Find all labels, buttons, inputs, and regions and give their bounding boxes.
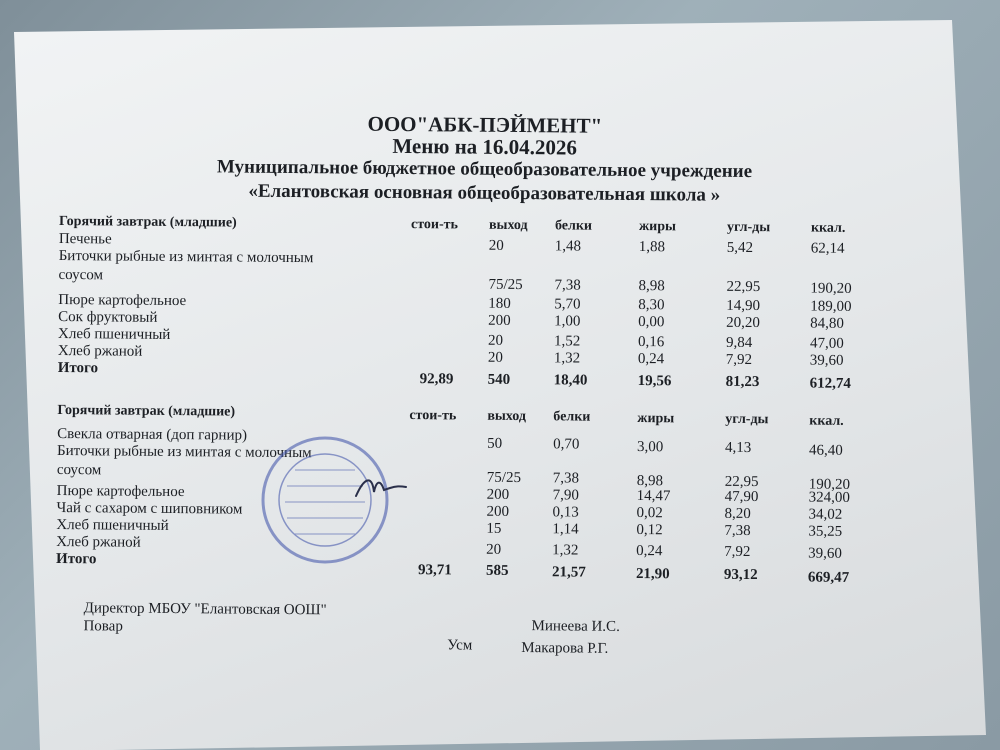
item-fat: 0,16	[637, 334, 665, 351]
item-kcal: 47,00	[809, 335, 844, 352]
col-kcal: ккал.	[810, 220, 846, 236]
item-name: Печенье	[58, 230, 112, 248]
institution-name: Муниципальное бюджетное общеобразовательное учреждение	[216, 156, 753, 183]
total-yield: 540	[487, 371, 511, 388]
total-label: Итого	[57, 359, 99, 377]
item-yield: 75/25	[488, 276, 523, 294]
item-yield: 75/25	[486, 469, 522, 487]
item-name-cont: соусом	[56, 461, 102, 479]
total-carbs: 93,12	[723, 566, 758, 584]
item-name: Хлеб пшеничный	[57, 325, 171, 343]
item-yield: 20	[487, 349, 503, 366]
item-yield: 20	[486, 541, 502, 558]
item-name: Чай с сахаром с шиповником	[56, 499, 243, 518]
menu-date: Меню на 16.04.2026	[392, 133, 578, 160]
item-yield: 200	[486, 486, 510, 503]
total-cost: 93,71	[417, 562, 452, 579]
item-kcal: 62,14	[810, 240, 845, 257]
total-protein: 21,57	[551, 564, 586, 581]
item-protein: 1,52	[553, 333, 581, 350]
item-protein: 7,38	[552, 470, 580, 487]
item-protein: 1,14	[552, 521, 579, 538]
total-fat: 21,90	[635, 566, 670, 583]
item-name: Сок фруктовый	[58, 308, 158, 326]
cook-label: Повар	[83, 618, 123, 635]
handwritten-signature-icon	[350, 472, 410, 502]
item-kcal: 324,00	[808, 489, 850, 506]
menu-title: Горячий завтрак (младшие)	[58, 213, 237, 231]
col-carbs: угл-ды	[725, 411, 769, 428]
item-carbs: 20,20	[726, 314, 760, 332]
total-carbs: 81,23	[725, 373, 760, 391]
col-cost: стои-ть	[409, 408, 457, 424]
col-yield: выход	[488, 217, 528, 234]
item-name: Хлеб ржаной	[56, 533, 141, 551]
item-protein: 1,48	[554, 238, 582, 255]
total-yield: 585	[485, 562, 509, 579]
item-fat: 0,12	[636, 522, 663, 539]
item-name: Пюре картофельное	[56, 482, 185, 501]
menu-title: Горячий завтрак (младшие)	[57, 402, 236, 420]
total-label: Итого	[56, 550, 97, 568]
item-yield: 20	[487, 332, 504, 349]
item-carbs: 22,95	[726, 278, 761, 296]
menu-document	[55, 110, 910, 657]
total-protein: 18,40	[553, 372, 588, 389]
menu-header-row	[57, 403, 877, 429]
item-fat: 8,30	[638, 297, 665, 314]
item-carbs: 5,42	[726, 239, 754, 257]
col-fat: жиры	[637, 411, 675, 427]
signature-block	[55, 592, 875, 659]
cook-mark: Усм	[447, 637, 473, 654]
item-protein: 0,70	[553, 436, 580, 453]
item-name: Хлеб ржаной	[57, 342, 143, 360]
total-kcal: 612,74	[809, 375, 851, 392]
col-protein: белки	[554, 218, 593, 234]
item-protein: 1,32	[553, 350, 581, 367]
item-protein: 7,38	[554, 277, 581, 294]
col-protein: белки	[553, 409, 591, 425]
org-title: ООО"АБК-ПЭЙМЕНТ"	[367, 111, 603, 138]
menu-block-2	[56, 402, 877, 586]
item-carbs: 47,90	[724, 488, 759, 506]
item-name: Свекла отварная (доп гарнир)	[57, 425, 248, 444]
director-name: Минеева И.С.	[531, 618, 620, 635]
item-carbs: 9,84	[725, 334, 753, 352]
item-fat: 0,00	[638, 314, 665, 331]
menu-block-1	[57, 213, 879, 392]
item-carbs: 7,92	[725, 351, 753, 369]
seal-stamp-icon	[225, 430, 395, 580]
item-yield: 200	[486, 503, 510, 520]
item-name: Биточки рыбные из минтая с молочным	[56, 442, 312, 462]
item-yield: 15	[486, 520, 502, 537]
item-kcal: 84,80	[810, 315, 844, 332]
item-yield: 20	[488, 237, 504, 254]
director-label: Директор МБОУ "Елантовская ООШ"	[83, 600, 327, 619]
item-fat: 0,24	[636, 543, 663, 560]
item-fat: 3,00	[637, 439, 664, 456]
item-fat: 8,98	[636, 473, 664, 490]
item-kcal: 46,40	[808, 442, 843, 459]
item-fat: 14,47	[636, 488, 671, 505]
item-kcal: 190,20	[808, 476, 851, 493]
col-fat: жиры	[638, 219, 677, 235]
col-carbs: угл-ды	[726, 219, 771, 236]
item-carbs: 4,13	[725, 439, 752, 457]
total-fat: 19,56	[637, 373, 672, 390]
item-yield: 200	[488, 312, 511, 329]
item-fat: 1,88	[638, 239, 666, 256]
item-carbs: 14,90	[726, 297, 761, 315]
item-kcal: 189,00	[810, 298, 852, 315]
item-carbs: 7,92	[724, 543, 751, 561]
item-yield: 180	[488, 295, 511, 312]
item-protein: 7,90	[552, 487, 579, 504]
total-cost: 92,89	[419, 371, 454, 388]
item-kcal: 35,25	[808, 523, 843, 540]
item-kcal: 190,20	[810, 280, 852, 297]
item-kcal: 39,60	[808, 545, 842, 562]
school-name: «Елантовская основная общеобразовательная школа »	[248, 180, 721, 206]
item-kcal: 34,02	[808, 506, 843, 523]
item-fat: 0,02	[636, 505, 663, 522]
item-protein: 1,32	[552, 542, 579, 559]
item-carbs: 7,38	[724, 522, 751, 540]
item-fat: 0,24	[637, 351, 665, 368]
item-carbs: 22,95	[724, 473, 759, 491]
item-name: Хлеб пшеничный	[56, 516, 169, 534]
item-protein: 5,70	[554, 296, 581, 313]
item-fat: 8,98	[638, 278, 665, 295]
item-name: Пюре картофельное	[58, 291, 187, 310]
item-name-cont: соусом	[58, 266, 104, 284]
item-protein: 0,13	[552, 504, 579, 521]
item-carbs: 8,20	[724, 505, 751, 523]
item-kcal: 39,60	[809, 352, 844, 369]
item-name: Биточки рыбные из минтая с молочным	[58, 247, 314, 267]
item-yield: 50	[487, 435, 503, 452]
col-kcal: ккал.	[809, 413, 844, 429]
cook-name: Макарова Р.Г.	[521, 640, 609, 657]
col-yield: выход	[487, 408, 527, 425]
total-kcal: 669,47	[807, 569, 850, 586]
col-cost: стои-ть	[410, 217, 458, 233]
item-protein: 1,00	[554, 313, 581, 330]
